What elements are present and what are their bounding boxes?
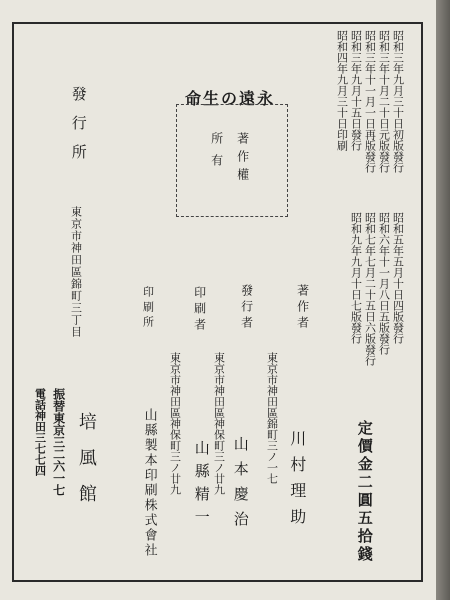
issuer-role: 發行者 — [239, 284, 254, 332]
publisher-name: 培風館 — [75, 412, 97, 520]
publisher-label: 發行所 — [69, 86, 88, 173]
print-house-name: 山縣製本印刷株式會社 — [141, 408, 157, 558]
publisher-phone-1: 振替東京三二六一七 — [51, 388, 66, 496]
issuer-address: 東京市神田區神保町三ノ廿九 — [212, 352, 226, 495]
date-line-9: 昭和九年九月十日七版發行 — [349, 212, 363, 344]
book-edge — [436, 0, 450, 600]
book-title: 命生の遠永 — [185, 89, 276, 108]
issuer-name: 山本慶治 — [231, 436, 250, 536]
author-role: 著作者 — [295, 284, 310, 332]
printer-role: 印刷者 — [192, 286, 207, 334]
date-line-8: 昭和七年七月二十五日六版發行 — [363, 212, 377, 366]
author-name: 川村理助 — [287, 430, 307, 534]
date-line-2: 昭和三年十月二十日元版發行 — [377, 30, 391, 173]
date-line-7: 昭和六年十一月八日五版發行 — [377, 212, 391, 355]
copyright-text-1: 著作權 — [235, 132, 250, 186]
date-line-6: 昭和五年五月十日四版發行 — [391, 212, 405, 344]
printer-name: 山縣精一 — [192, 440, 211, 532]
copyright-text-2: 所有 — [209, 132, 224, 176]
date-line-1: 昭和三年九月三十日初版發行 — [391, 30, 405, 173]
publisher-address: 東京市神田區錦町三丁目 — [69, 206, 83, 338]
copyright-box — [176, 104, 288, 217]
publisher-phone-2: 電話神田三七七四 — [33, 388, 47, 476]
date-line-3: 昭和三年十一月一日再版發行 — [363, 30, 377, 173]
price: 定價金二圓五拾錢 — [355, 420, 374, 564]
print-house-role: 印刷所 — [141, 286, 155, 331]
printer-address: 東京市神田區神保町三ノ廿九 — [168, 352, 182, 495]
date-line-5: 昭和四年九月三十日印刷 — [335, 30, 349, 151]
author-address: 東京市神田區錦町三ノ一七 — [265, 352, 279, 484]
date-line-4: 昭和三年九月十五日發行 — [349, 30, 363, 151]
